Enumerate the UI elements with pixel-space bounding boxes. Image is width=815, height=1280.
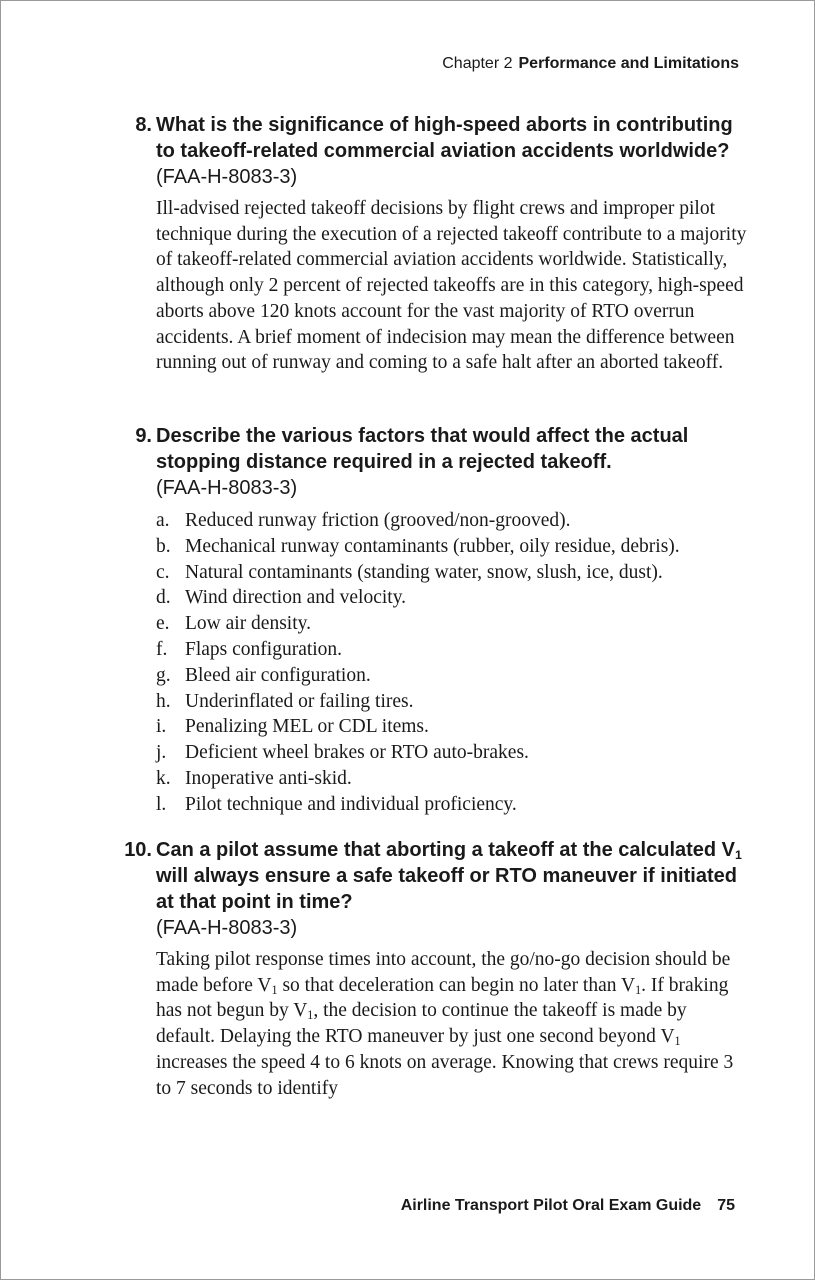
question-9 <box>118 423 748 818</box>
question-body: Describe the various factors that would affect the actual stopping distance required in a rejected takeoff. <box>156 425 689 473</box>
factor-list <box>156 508 748 818</box>
question-reference: (FAA-H-8083-3) <box>156 477 298 499</box>
list-item: d. Wind direction and velocity. <box>156 587 407 609</box>
question-number: 9. <box>135 425 152 447</box>
question-10 <box>118 837 748 1101</box>
chapter-number: Chapter 2 <box>442 55 513 72</box>
list-item: a. Reduced runway friction (grooved/non-grooved). <box>156 510 571 531</box>
question-text <box>156 423 748 501</box>
list-item: g. Bleed air configuration. <box>156 664 371 686</box>
list-item: c. Natural contaminants (standing water, snow, slush, ice, dust). <box>156 561 663 583</box>
list-item: l. Pilot technique and individual proficiency. <box>156 793 517 815</box>
question-reference: (FAA-H-8083-3) <box>156 166 298 188</box>
list-item: i. Penalizing MEL or CDL items. <box>156 716 429 738</box>
question-number: 8. <box>135 114 152 136</box>
book-title: Airline Transport Pilot Oral Exam Guide <box>400 1197 702 1214</box>
chapter-title: Performance and Limitations <box>518 55 739 72</box>
list-item: h. Underinflated or failing tires. <box>156 690 414 712</box>
question-8 <box>118 112 748 376</box>
question-text <box>156 112 748 190</box>
answer-paragraph: Taking pilot response times into account, the go/no-go decision should be made before $V_1$ so that deceleration can begin no later than $V_1$. If braking has not begun by $V_1$, the decision to continue the takeoff is made by default. Delaying the RTO maneuver by just one second beyond $V_1$ increases the speed 4 to 6 knots on average. Knowing that crews require 3 to 7 seconds to identify <box>156 949 734 1099</box>
list-item: e. Low air density. <box>156 613 311 635</box>
list-item: k. Inoperative anti-skid. <box>156 767 352 789</box>
question-text: Can a pilot assume that aborting a takeoff at the calculated $V_1$ will always ensure a safe takeoff or RTO maneuver if initiated at that point in time? (FAA-H-8083-3) <box>156 839 742 939</box>
list-item: j. Deficient wheel brakes or RTO auto-brakes. <box>156 742 529 764</box>
question-number: 10. <box>124 839 152 861</box>
question-reference: (FAA-H-8083-3) <box>156 917 298 939</box>
question-body: What is the significance of high-speed aborts in contributing to takeoff-related commercial aviation accidents worldwide? <box>156 114 733 162</box>
page-number: 75 <box>717 1197 735 1214</box>
page-footer <box>401 1196 735 1216</box>
list-item: b. Mechanical runway contaminants (rubber, oily residue, debris). <box>156 535 680 557</box>
answer-paragraph: Ill-advised rejected takeoff decisions by flight crews and improper pilot technique during the execution of a rejected takeoff contribute to a majority of takeoff-related commercial aviation accidents worldwide. Statistically, although only 2 percent of rejected takeoffs are in this category, high-speed aborts above 120 knots account for the vast majority of RTO overrun accidents. A brief moment of indecision may mean the difference between running out of runway and coming to a safe halt after an aborted takeoff. <box>156 198 747 374</box>
running-head <box>442 54 739 74</box>
list-item: f. Flaps configuration. <box>156 638 343 660</box>
